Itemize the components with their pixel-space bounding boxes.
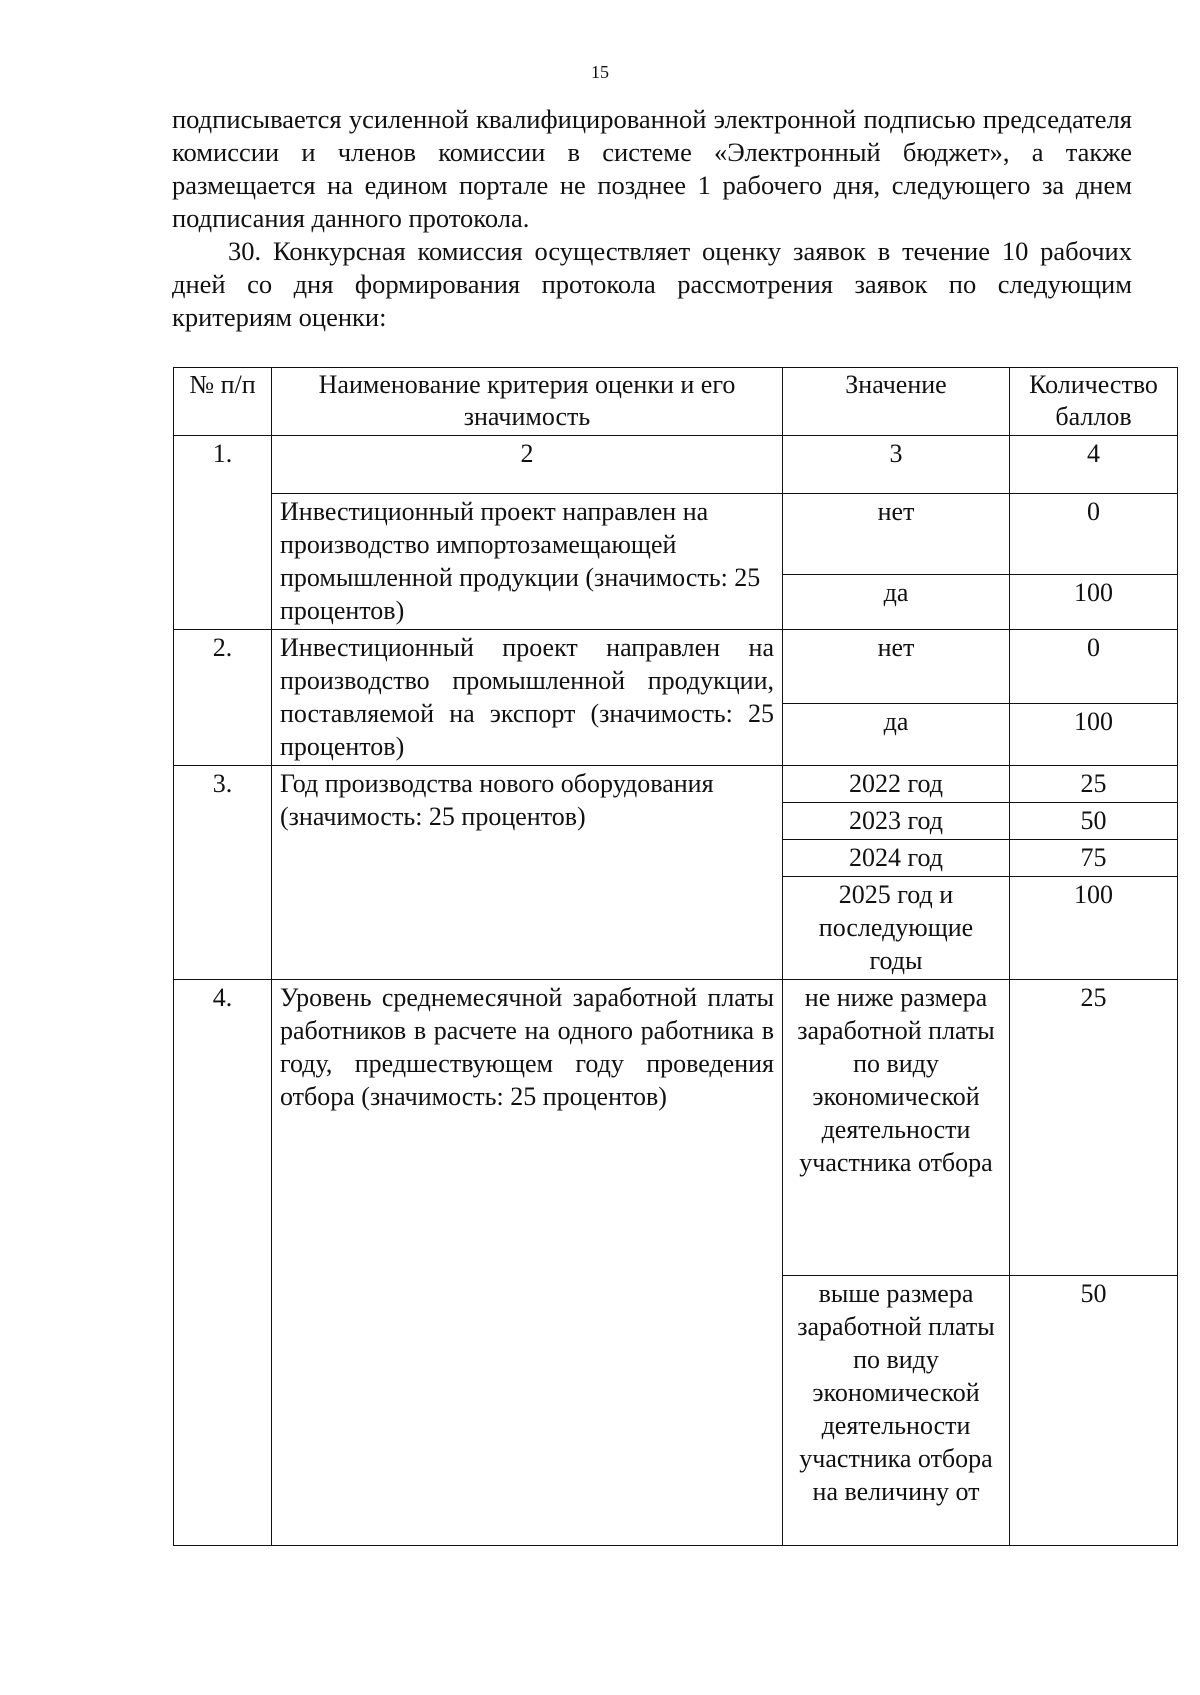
criterion-3-value-2: 2023 год xyxy=(783,803,1010,840)
criterion-3-num: 3. xyxy=(174,766,272,980)
column-number-row xyxy=(174,436,1178,494)
header-name: Наименование критерия оценки и его значимость xyxy=(272,368,783,436)
criterion-3-points-3: 75 xyxy=(1010,840,1178,877)
paragraph-30: 30. Конкурсная комиссия осуществляет оценку заявок в течение 10 рабочих дней со дня формирования протокола рассмотрения заявок по следующим критериям оценки: xyxy=(172,236,1132,332)
paragraph-signing: подписывается усиленной квалифицированной электронной подписью председателя комиссии и членов комиссии в системе «Электронный бюджет», а также размещается на едином портале не позднее 1 рабочего дня, следующего за днем подписания данного протокола. xyxy=(172,104,1132,233)
criterion-1-points-2: 100 xyxy=(1010,575,1178,630)
criterion-3-points-1: 25 xyxy=(1010,766,1178,803)
table-row xyxy=(174,766,1178,803)
column-number-4: 4 xyxy=(1010,436,1178,494)
column-number-3: 3 xyxy=(783,436,1010,494)
table-header-row xyxy=(174,368,1178,436)
criterion-3-value-3: 2024 год xyxy=(783,840,1010,877)
criterion-2-points-1: 0 xyxy=(1010,630,1178,704)
table-row xyxy=(174,630,1178,704)
header-value: Значение xyxy=(783,368,1010,436)
criterion-2-num: 2. xyxy=(174,630,272,766)
criterion-4-points-1: 25 xyxy=(1010,980,1178,1276)
criterion-3-points-4: 100 xyxy=(1010,877,1178,980)
page-number: 15 xyxy=(591,62,609,82)
table-row xyxy=(174,494,1178,575)
table-row xyxy=(174,980,1178,1276)
criterion-2-points-2: 100 xyxy=(1010,704,1178,766)
column-number-2: 2 xyxy=(272,436,783,494)
criterion-3-value-1: 2022 год xyxy=(783,766,1010,803)
header-points: Количество баллов xyxy=(1010,368,1178,436)
criterion-3-value-4: 2025 год и последующие годы xyxy=(783,877,1010,980)
criterion-3-name: Год производства нового оборудования (значимость: 25 процентов) xyxy=(272,766,783,980)
criterion-3-points-2: 50 xyxy=(1010,803,1178,840)
criterion-1-value-2: да xyxy=(783,575,1010,630)
criterion-1-name: Инвестиционный проект направлен на производство импортозамещающей промышленной продукции (значимость: 25 процентов) xyxy=(272,494,783,630)
criterion-1-points-1: 0 xyxy=(1010,494,1178,575)
criterion-4-name: Уровень среднемесячной заработной платы работников в расчете на одного работника в году, предшествующем году проведения отбора (значимость: 25 процентов) xyxy=(272,980,783,1546)
criterion-1-value-1: нет xyxy=(783,494,1010,575)
criterion-2-value-2: да xyxy=(783,704,1010,766)
criterion-1-num xyxy=(174,494,272,630)
criterion-2-value-1: нет xyxy=(783,630,1010,704)
criteria-table xyxy=(173,367,1178,1546)
column-number-1: 1. xyxy=(174,436,272,494)
criterion-4-value-1: не ниже размера заработной платы по виду экономической деятельности участника отбора xyxy=(783,980,1010,1276)
intro-text xyxy=(172,103,1132,334)
criterion-4-num: 4. xyxy=(174,980,272,1546)
criterion-4-value-2: выше размера заработной платы по виду экономической деятельности участника отбора на величину от xyxy=(783,1276,1010,1546)
criterion-4-points-2: 50 xyxy=(1010,1276,1178,1546)
header-num: № п/п xyxy=(174,368,272,436)
criterion-2-name: Инвестиционный проект направлен на производство промышленной продукции, поставляемой на экспорт (значимость: 25 процентов) xyxy=(272,630,783,766)
